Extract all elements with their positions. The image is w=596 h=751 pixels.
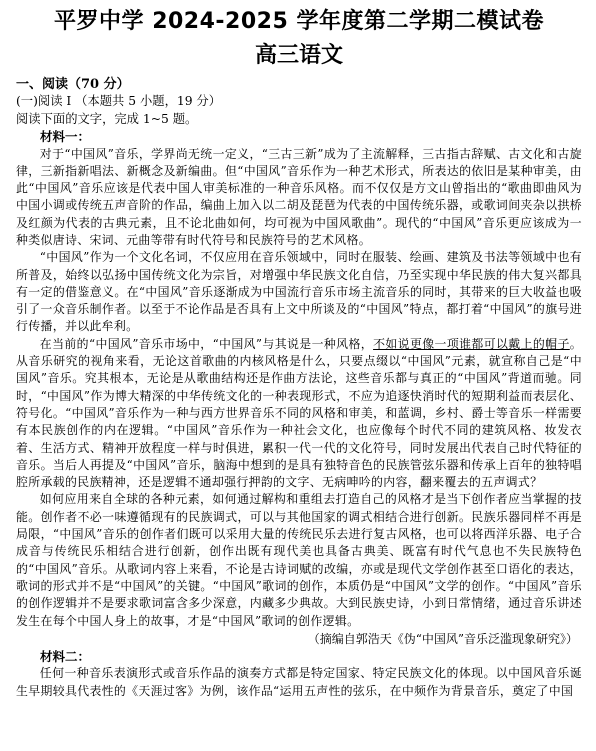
underlined-phrase: 不如说更像一项谁都可以戴上的帽子 <box>373 336 570 351</box>
material2-label: 材料二： <box>40 648 91 664</box>
material1-paragraph-3 <box>16 336 582 492</box>
exam-title: 平罗中学 2024-2025 学年度第二学期二模试卷 <box>54 9 544 34</box>
material1-source: （摘编自郭浩天《伪“中国风”音乐泛滥现象研究》） <box>307 631 578 646</box>
section-heading: 一、阅读（70 分） <box>16 77 130 92</box>
part-heading: (一)阅读 I （本题共 5 小题，19 分） <box>16 94 222 108</box>
p3-text-before: 在当前的“中国风”音乐市场中，“中国风”与其说是一种风格， <box>39 336 374 351</box>
instruction: 阅读下面的文字，完成 1~5 题。 <box>16 111 198 126</box>
exam-subject: 高三语文 <box>254 43 343 68</box>
material1-paragraph-4: 如何应用来自全球的各种元素，如何通过解构和重组去打造自己的风格才是当下创作者应当掌握的技能。创作者不必一味遵循现有的民族调式，可以与其他国家的调式相结合进行创新。民族乐器同样不再是局限，“中国风”音乐的创作者们既可以采用大量的传统民乐去进行复古风格，也可以将西洋乐器、电子合成音与传统民乐相结合进行创新，创作出既有现代美也具备古典美、既富有时代气息也不失民族特色的“中国风”音乐。从歌词内容上来看，不论是古诗词赋的改编，亦或是现代文学创作甚至口语化的表达，歌词的形式并不是“中国风”的关键。“中国风”歌词的创作，本质仍是“中国风”文学的创作。“中国风”音乐的创作逻辑并不是要求歌词富含多少深意，内藏多少典故。大到民族史诗，小到日常情绪，通过音乐讲述发生在每个中国人身上的故事，才是“中国风”歌词的创作逻辑。 <box>16 492 582 628</box>
material1-label: 材料一： <box>40 129 91 144</box>
material1-paragraph-2: “中国风”作为一个文化名词，不仅应用在音乐领域中，同时在服装、绘画、建筑及书法等领域中也有所普及，始终以弘扬中国传统文化为宗旨，对增强中华民族文化自信，乃至实现中华民族的伟大复兴都具有一定的借鉴意义。在“中国风”音乐逐渐成为中国流行音乐市场主流音乐的同时，其带来的巨大收益也吸引了一众音乐制作者。以至于不论作品是否具有上文中所谈及的“中国风”特点，都打着“中国风”的旗号进行传播，并以此牟利。 <box>16 250 582 334</box>
material2-paragraph-1: 任何一种音乐表演形式或音乐作品的演奏方式都是特定国家、特定民族文化的体现。以中国风音乐诞生早期较具代表性的《天涯过客》为例，该作品“运用五声性的弦乐，在中频作为背景音乐，奠定了中国 <box>16 666 582 698</box>
p3-text-after: 。从音乐研究的视角来看，无论这首歌曲的内核风格是什么，只要点缀以“中国风”元素，就宣称自己是“中国风”音乐。究其根本，无论是从歌曲结构还是作曲方法论，这些音乐都与真正的“中国风”背道而驰。同时，“中国风”作为博大精深的中华传统文化的一种表现形式，不应为追逐快消时代的短期利益而表层化、符号化。“中国风”音乐作为一种与西方世界音乐不同的风格和审美，和蓝调，乡村、爵士等音乐一样需要有本民族创作的内在逻辑。“中国风”音乐作为一种社会文化，也应像每个时代不同的建筑风格、妆发衣着、生活方式、精神开放程度一样与时俱进，累积一代一代的文化符号，同时发展出代表自己时代特征的音乐。当后人再提及“中国风”音乐，脑海中想到的是具有独特音色的民族管弦乐器和传承上百年的独特唱腔所承载的民族精神，还是逻辑不通却强行押韵的文字、无病呻吟的内容，翻来覆去的五声调式？ <box>16 336 583 490</box>
material1-paragraph-1: 对于“中国风”音乐，学界尚无统一定义，“三古三新”成为了主流解释，三古指古辞赋、古文化和古旋律，三新指新唱法、新概念及新编曲。但“中国风”音乐作为一种艺术形式，所表达的依旧是某种审美，由此“中国风”音乐应该是代表中国人审美标准的一种音乐风格。而不仅仅是方文山曾指出的“歌曲即曲风为中国小调或传统五声音阶的作品，编曲上加入以二胡及琵琶为代表的中国传统乐器，或歌词间夹杂以拱桥及红颜为代表的古典元素，且不论北曲如何，均可视为中国风歌曲”。现代的“中国风”音乐更应该成为一种类似唐诗、宋词、元曲等带有时代符号和民族符号的艺术风格。 <box>16 146 582 247</box>
